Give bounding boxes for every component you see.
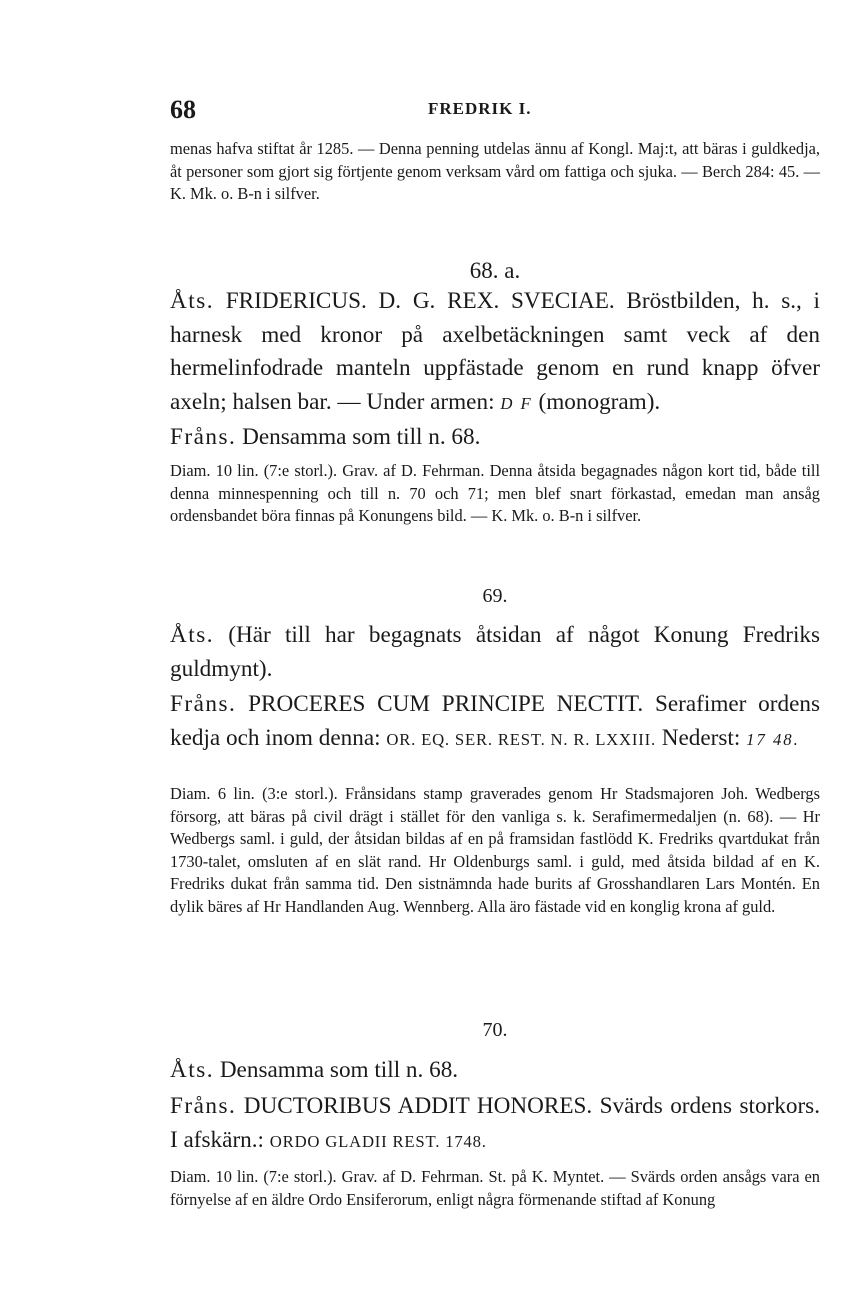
reverse-label: Fråns. xyxy=(170,1093,237,1119)
intro-paragraph: menas hafva stiftat år 1285. — Denna penning utdelas ännu af Kongl. Maj:t, att bäras i guldkedja, åt personer som gjort sig förtjente genom verksam vård om fattiga och sjuka. — Berch 284: 45. — K. Mk. o. B-n i silfver. xyxy=(170,139,820,203)
reverse-legend: ORDO GLADII REST. 1748. xyxy=(269,1131,487,1151)
reverse-label: Fråns. xyxy=(170,691,237,717)
entry-70-number: 70. xyxy=(482,1019,508,1041)
entry-70-obverse xyxy=(170,1054,820,1088)
monogram: D F xyxy=(500,393,533,413)
entry-68a-number: 68. a. xyxy=(469,258,521,283)
entry-70-note: Diam. 10 lin. (7:e storl.). Grav. af D. Fehrman. St. på K. Myntet. — Svärds orden ansågs vara en förnyelse af en äldre Ordo Ensiferorum, enligt några förmenande stiftad af Konung xyxy=(170,1167,820,1209)
entry-68a-obverse xyxy=(170,285,820,420)
reverse-text: DUCTORIBUS ADDIT HONORES. Svärds ordens storkors. I afskärn.: xyxy=(170,1093,821,1153)
obverse-text: FRIDERICUS. D. G. REX. SVECIAE. Bröstbilden, h. s., i harnesk med kronor på axelbetäckningen samt veck af den hermelinfodrade manteln uppfästade genom en rund knapp öfver axeln; halsen bar. — Under armen: xyxy=(170,288,821,415)
obverse-label: Åts. xyxy=(170,288,215,314)
entry-69-note: Diam. 6 lin. (3:e storl.). Frånsidans stamp graverades genom Hr Stadsmajoren Joh. Wedbergs försorg, att bäras på civil drägt i stället för den vanliga s. k. Serafimermedaljen (n. 68). — Hr Wedbergs saml. i guld, der åtsidan bildas af en på framsidan fastlödd K. Fredriks qvartdukat från 1730-talet, omsluten af en slät rand. Hr Oldenburgs saml. i guld, med åtsida bildad af en K. Fredriks dukat från samma tid. Den sistnämnda hade burits af Grosshandlaren Lars Montén. En dylik bäres af Hr Handlanden Aug. Wennberg. Alla äro fästade vid en konglig krona af guld. xyxy=(170,784,820,916)
entry-70-reverse xyxy=(170,1090,820,1158)
reverse-label: Fråns. xyxy=(170,424,237,450)
obverse-label: Åts. xyxy=(170,1057,215,1083)
obverse-label: Åts. xyxy=(170,622,215,648)
reverse-text: PROCERES CUM PRINCIPE NECTIT. Serafimer ordens kedja och inom denna: xyxy=(170,691,820,751)
entry-69-number: 69. xyxy=(482,585,508,607)
page-number: 68 xyxy=(170,95,196,124)
running-title: FREDRIK I. xyxy=(428,99,532,118)
reverse-text-2: Nederst: xyxy=(661,724,741,751)
reverse-text: Densamma som till n. 68. xyxy=(242,424,481,450)
entry-69-obverse xyxy=(170,619,820,686)
reverse-date: 17 48. xyxy=(746,729,800,749)
entry-68a-note: Diam. 10 lin. (7:e storl.). Grav. af D. Fehrman. Denna åtsida begagnades någon kort tid, både till denna minnespenning och till n. 70 och 71; men blef snart förkastad, emedan man ansåg ordensbandet böra finnas på Konungens bild. — K. Mk. o. B-n i silfver. xyxy=(170,461,820,525)
obverse-text: Densamma som till n. 68. xyxy=(219,1057,459,1083)
monogram-note: (monogram). xyxy=(538,388,661,415)
entry-69-reverse xyxy=(170,688,820,756)
reverse-legend: OR. EQ. SER. REST. N. R. LXXIII. xyxy=(386,729,656,749)
entry-68a-reverse xyxy=(170,421,820,455)
obverse-text: (Här till har begagnats åtsidan af något Konung Fredriks guldmynt). xyxy=(170,622,821,682)
page-header xyxy=(170,95,820,124)
